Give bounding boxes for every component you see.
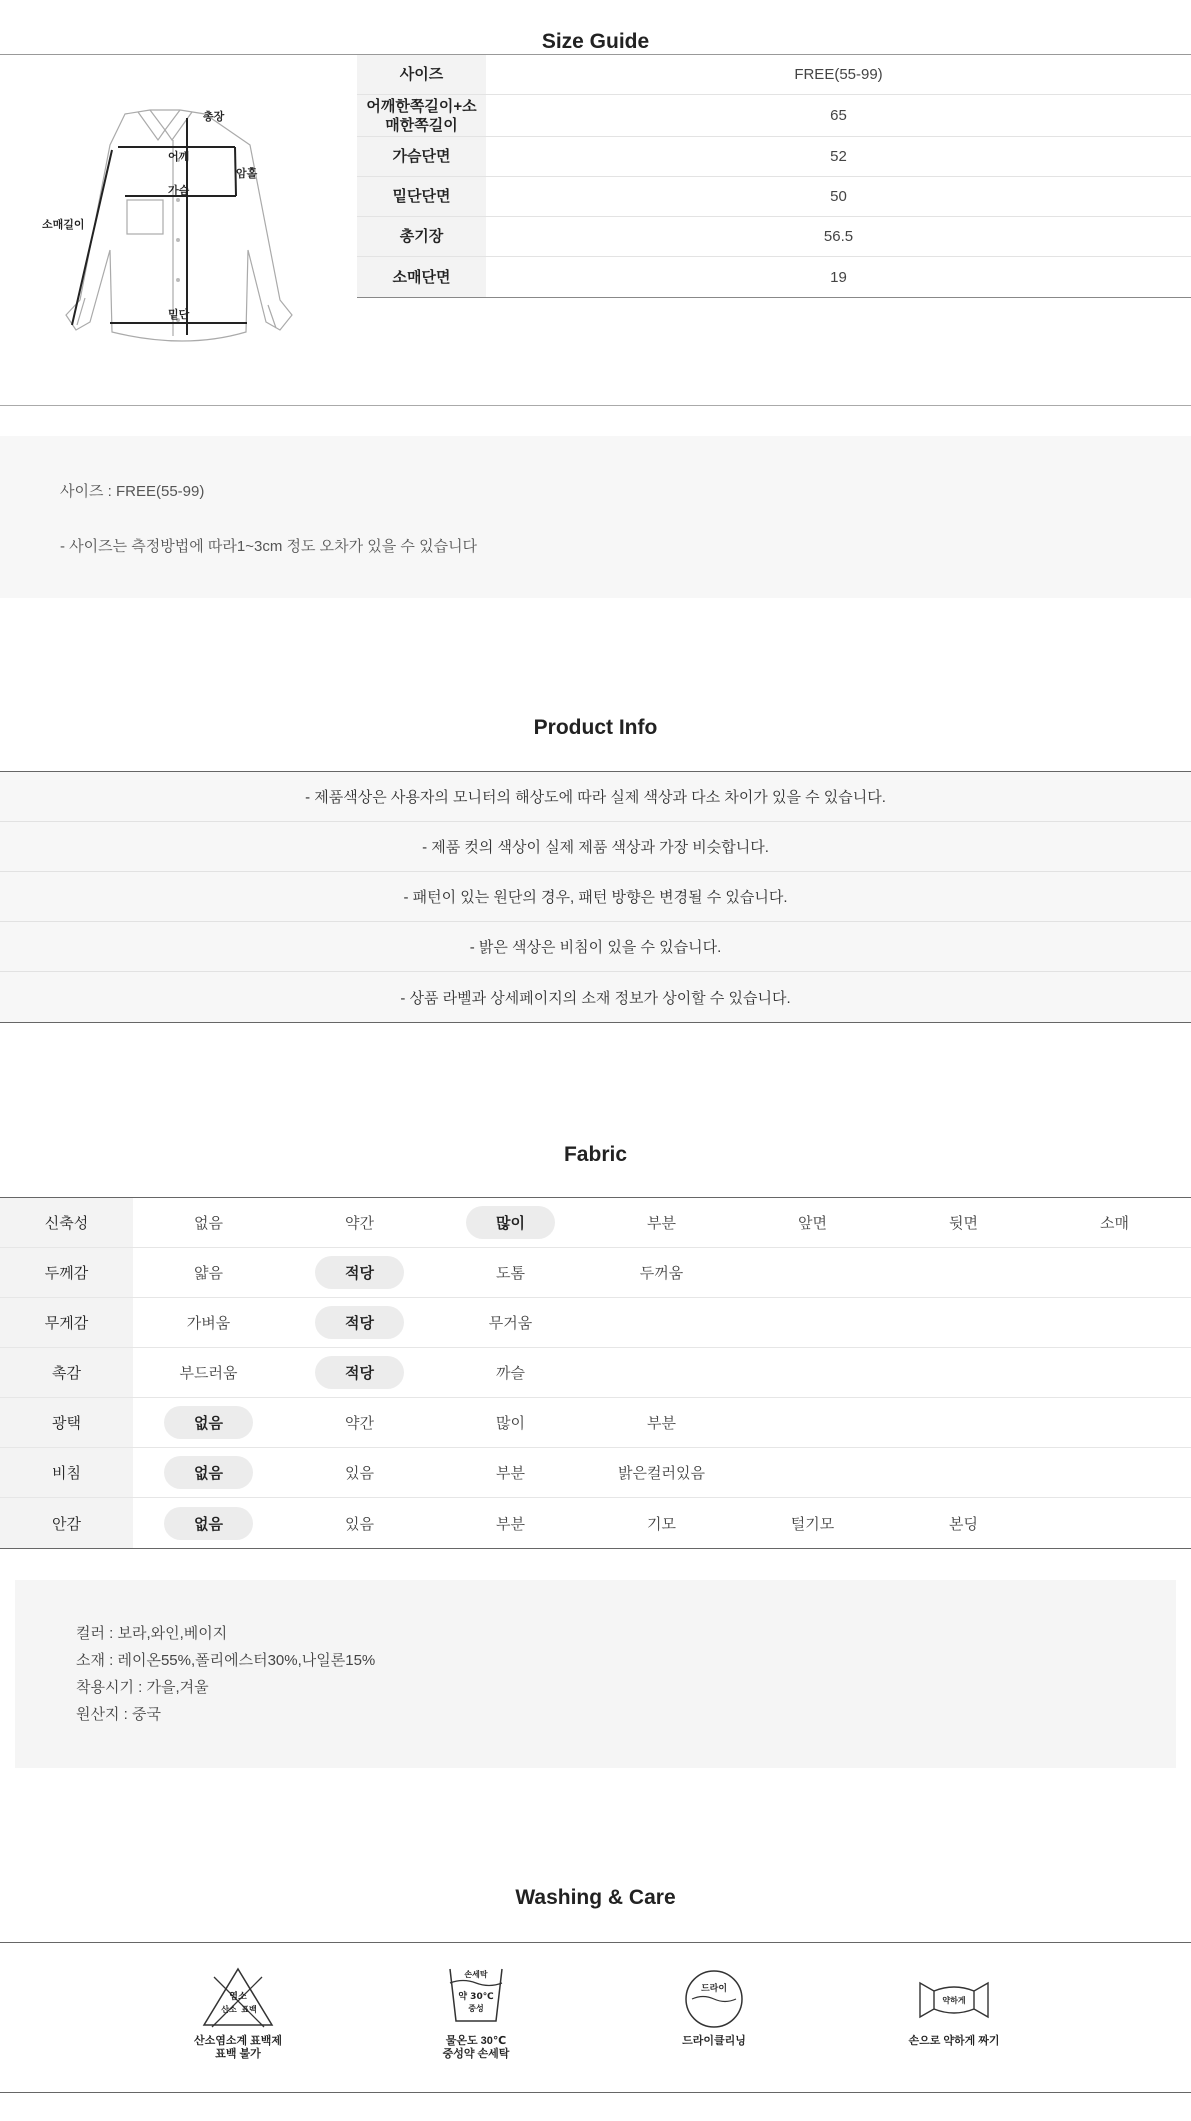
fabric-option-label: 적당 (315, 1306, 404, 1339)
size-row-value: 19 (830, 268, 847, 286)
fabric-option (435, 1348, 586, 1397)
fabric-option-label: 뒷면 (949, 1215, 978, 1232)
fabric-option-selected (133, 1448, 284, 1497)
fabric-option-label: 부분 (647, 1415, 676, 1432)
fabric-option-label: 털기모 (790, 1515, 835, 1533)
label-armhole: 암홀 (236, 168, 258, 180)
fabric-option (888, 1498, 1039, 1548)
fabric-row (0, 1498, 1191, 1548)
divider (0, 1942, 1191, 1943)
fabric-option-selected (133, 1498, 284, 1548)
fabric-row (0, 1398, 1191, 1448)
fabric-option-label: 두꺼움 (639, 1265, 684, 1282)
fabric-row (0, 1448, 1191, 1498)
fabric-option-selected (284, 1298, 435, 1347)
label-hem: 밑단 (168, 309, 190, 321)
label-shoulder: 어깨 (168, 151, 190, 163)
fabric-option (586, 1198, 737, 1247)
icon-text: 약 30℃ (458, 1992, 494, 2002)
fabric-row-label: 안감 (0, 1498, 133, 1548)
table-row (357, 95, 1191, 137)
fabric-row-label: 두께감 (0, 1248, 133, 1297)
fabric-details (15, 1580, 1176, 1768)
divider (0, 405, 1191, 406)
fabric-option-label: 없음 (164, 1406, 253, 1439)
fabric-option (435, 1398, 586, 1447)
fabric-option (284, 1198, 435, 1247)
icon-text: 표백 (241, 2005, 257, 2014)
fabric-row-label: 신축성 (0, 1198, 133, 1247)
fabric-option-selected (284, 1348, 435, 1397)
care-label: 산소염소계 표백제 표백 불가 (193, 2035, 283, 2060)
icon-text: 중성 (468, 2004, 484, 2013)
size-row-label: 소매단면 (357, 257, 486, 297)
fabric-option-selected (284, 1248, 435, 1297)
fabric-option (888, 1198, 1039, 1247)
fabric-option-label: 적당 (315, 1356, 404, 1389)
divider (0, 2092, 1191, 2093)
icon-text: 드라이 (700, 1984, 728, 1994)
fabric-option-label: 없음 (164, 1456, 253, 1489)
fabric-row-label: 촉감 (0, 1348, 133, 1397)
fabric-option-label: 있음 (345, 1515, 374, 1533)
size-row-value: 50 (830, 188, 847, 205)
no-bleach-icon (198, 1965, 278, 2031)
fabric-option (586, 1398, 737, 1447)
label-chest: 가슴 (168, 185, 190, 197)
icon-text: 염소 (229, 1992, 247, 2002)
size-row-value: 52 (830, 148, 847, 165)
table-row (357, 177, 1191, 217)
care-label: 드라이클리닝 (682, 2035, 746, 2047)
product-info-row: - 상품 라벨과 상세페이지의 소재 정보가 상이할 수 있습니다. (0, 972, 1191, 1022)
table-row (357, 55, 1191, 95)
fabric-row (0, 1248, 1191, 1298)
fabric-option (435, 1498, 586, 1548)
size-row-value: 65 (830, 107, 847, 124)
product-info-row: - 제품색상은 사용자의 모니터의 해상도에 따라 실제 색상과 다소 차이가 있을 수 있습니다. (0, 772, 1191, 822)
care-item (874, 1965, 1034, 2048)
dry-clean-icon (674, 1965, 754, 2031)
size-note: - 사이즈는 측정방법에 따라1~3cm 정도 오차가 있을 수 있습니다 (60, 538, 478, 555)
gentle-wring-icon (914, 1965, 994, 2031)
fabric-option-selected (133, 1398, 284, 1447)
fabric-option (133, 1298, 284, 1347)
detail-origin: 원산지 : 중국 (76, 1706, 161, 1723)
fabric-option-label: 약간 (345, 1215, 374, 1232)
product-info-table (0, 771, 1191, 1023)
care-item (158, 1965, 318, 2061)
fabric-option-label: 부드러움 (179, 1365, 238, 1382)
care-item (396, 1965, 556, 2061)
fabric-option-label: 까슬 (496, 1365, 525, 1382)
fabric-option-label: 무거움 (488, 1315, 533, 1332)
fabric-option-label: 도톰 (496, 1265, 525, 1282)
fabric-option-label: 얇음 (194, 1265, 223, 1282)
fabric-option (435, 1248, 586, 1297)
fabric-row-label: 광택 (0, 1398, 133, 1447)
fabric-option-label: 본딩 (949, 1515, 978, 1533)
fabric-option-selected (435, 1198, 586, 1247)
detail-material: 소재 : 레이온55%,폴리에스터30%,나일론15% (76, 1652, 376, 1669)
size-row-label: 밑단단면 (357, 177, 486, 216)
fabric-option-label: 부분 (496, 1515, 525, 1533)
product-info-row: - 밝은 색상은 비침이 있을 수 있습니다. (0, 922, 1191, 972)
detail-color: 컬러 : 보라,와인,베이지 (76, 1625, 228, 1642)
size-row-label: 어깨한쪽길이+소매한쪽길이 (357, 95, 486, 136)
product-info-row: - 패턴이 있는 원단의 경우, 패턴 방향은 변경될 수 있습니다. (0, 872, 1191, 922)
fabric-table (0, 1197, 1191, 1549)
detail-season: 착용시기 : 가을,겨울 (76, 1679, 209, 1696)
label-total-length: 총장 (203, 111, 225, 123)
label-sleeve: 소매길이 (42, 219, 85, 231)
fabric-option (737, 1198, 888, 1247)
table-row (357, 217, 1191, 257)
fabric-option (435, 1298, 586, 1347)
size-row-value: 56.5 (823, 228, 854, 245)
fabric-option (133, 1248, 284, 1297)
fabric-option-label: 없음 (164, 1507, 253, 1540)
fabric-option-label: 많이 (466, 1206, 555, 1239)
fabric-row-label: 비침 (0, 1448, 133, 1497)
fabric-option-label: 밝은컬러있음 (618, 1465, 705, 1482)
fabric-option-label: 소매 (1100, 1215, 1129, 1232)
shirt-measurement-illustration (30, 100, 310, 360)
size-table (357, 55, 1191, 298)
fabric-option-label: 있음 (345, 1465, 374, 1482)
fabric-row-label: 무게감 (0, 1298, 133, 1347)
washing-title: Washing & Care (515, 1886, 676, 1909)
fabric-option-label: 없음 (194, 1215, 223, 1232)
fabric-option (284, 1448, 435, 1497)
fabric-option (435, 1448, 586, 1497)
product-info-row: - 제품 컷의 색상이 실제 제품 색상과 가장 비슷합니다. (0, 822, 1191, 872)
size-row-label: 사이즈 (357, 55, 486, 94)
icon-text: 산소 (221, 2005, 237, 2014)
size-notes (0, 436, 1191, 598)
fabric-option (284, 1398, 435, 1447)
fabric-option (133, 1348, 284, 1397)
fabric-option-label: 적당 (315, 1256, 404, 1289)
fabric-option (737, 1498, 888, 1548)
fabric-option (586, 1498, 737, 1548)
hand-wash-icon (436, 1965, 516, 2031)
care-label: 물온도 30℃ 중성약 손세탁 (442, 2035, 510, 2060)
table-row (357, 257, 1191, 297)
fabric-option (1039, 1198, 1190, 1247)
size-row-label: 총기장 (357, 217, 486, 256)
fabric-option-label: 앞면 (798, 1215, 827, 1232)
fabric-row (0, 1298, 1191, 1348)
size-guide-title: Size Guide (541, 30, 650, 53)
fabric-option (284, 1498, 435, 1548)
size-row-label: 가슴단면 (357, 137, 486, 176)
fabric-row (0, 1198, 1191, 1248)
fabric-option-label: 가벼움 (186, 1315, 231, 1332)
fabric-option-label: 부분 (647, 1215, 676, 1232)
size-note: 사이즈 : FREE(55-99) (60, 483, 205, 500)
size-row-value: FREE(55-99) (794, 66, 883, 83)
icon-text: 손세탁 (464, 1970, 488, 1979)
care-label: 손으로 약하게 짜기 (908, 2035, 1000, 2047)
fabric-option-label: 부분 (496, 1465, 525, 1482)
fabric-option (133, 1198, 284, 1247)
fabric-row (0, 1348, 1191, 1398)
fabric-option (586, 1448, 737, 1497)
table-row (357, 137, 1191, 177)
care-item (634, 1965, 794, 2048)
fabric-option-label: 많이 (496, 1415, 525, 1432)
fabric-title: Fabric (563, 1143, 628, 1166)
product-info-title: Product Info (533, 716, 658, 739)
fabric-option-label: 약간 (345, 1415, 374, 1432)
fabric-option (586, 1248, 737, 1297)
icon-text: 약하게 (942, 1996, 966, 2005)
fabric-option-label: 기모 (647, 1515, 676, 1533)
